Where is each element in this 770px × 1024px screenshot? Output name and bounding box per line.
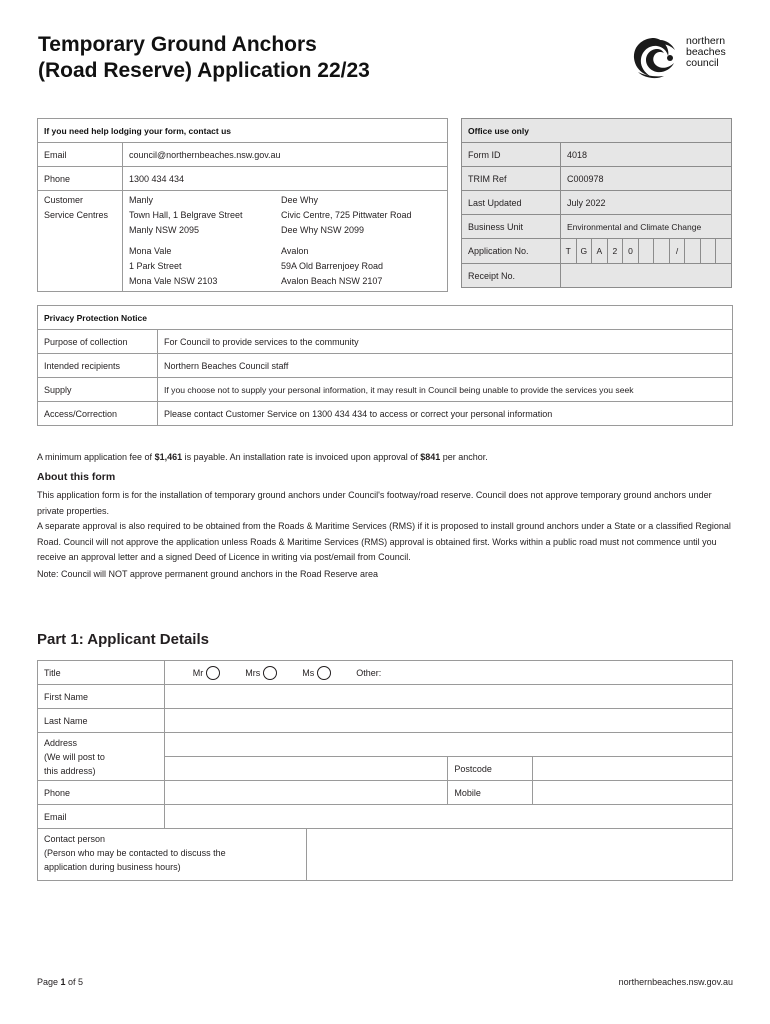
business-unit-value: Environmental and Climate Change [561,215,732,239]
service-centres-label-line-1: Customer [44,195,84,205]
last-name-field[interactable] [164,709,732,733]
business-unit-label: Business Unit [462,215,561,239]
office-use-heading: Office use only [462,119,732,143]
centre-name: Dee Why [281,195,319,205]
council-logo [630,34,734,80]
title-option-ms[interactable] [302,666,331,680]
application-no-box[interactable]: 0 [623,239,639,263]
address-field-line-1[interactable] [164,733,732,757]
centre-suburb: Dee Why NSW 2099 [281,225,365,235]
postcode-field[interactable] [533,757,733,781]
title-label: Title [38,661,165,685]
mobile-label: Mobile [448,781,533,805]
first-name-field[interactable] [164,685,732,709]
last-name-label: Last Name [38,709,165,733]
trim-ref-label: TRIM Ref [462,167,561,191]
centre-address: Civic Centre, 725 Pittwater Road [281,210,412,220]
application-no-box[interactable] [654,239,670,263]
anchor-rate: $841 [420,452,441,462]
radio-button[interactable] [206,666,220,680]
application-no-box[interactable]: 2 [608,239,624,263]
form-id-value: 4018 [561,143,732,167]
option-label: Mr [192,667,204,678]
service-centres-label [38,191,123,292]
logo-line-3: council [686,57,719,69]
application-no-label: Application No. [462,239,561,264]
service-centres-list [123,191,448,292]
title-option-mrs[interactable] [245,666,277,680]
address-label [38,733,165,781]
page-indicator [37,977,83,987]
fees-text: A minimum application fee of [37,452,155,462]
logo-line-2: beaches [686,46,726,58]
title-line-2: (Road Reserve) Application 22/23 [38,59,370,82]
contact-help-table [37,118,448,292]
privacy-notice-table [37,305,733,426]
application-no-box[interactable]: / [670,239,686,263]
logo-wordmark [686,36,726,69]
centre-suburb: Avalon Beach NSW 2107 [281,276,383,286]
centre-address: 59A Old Barrenjoey Road [281,261,384,271]
centre-address: Town Hall, 1 Belgrave Street [129,210,243,220]
centre-suburb: Mona Vale NSW 2103 [129,276,218,286]
centre-avalon [281,244,441,289]
part1-heading: Part 1: Applicant Details [37,631,209,648]
trim-ref-value: C000978 [561,167,732,191]
option-label: Ms [302,667,315,678]
contact-help-heading: If you need help lodging your form, contact us [38,119,448,143]
email-field[interactable] [164,805,732,829]
privacy-row-value: For Council to provide services to the community [158,330,733,354]
application-no-box[interactable]: T [561,239,577,263]
title-line-1: Temporary Ground Anchors [38,33,317,56]
centre-name: Avalon [281,246,309,256]
application-no-box[interactable]: A [592,239,608,263]
radio-button[interactable] [317,666,331,680]
address-label-line-2: (We will post to [44,752,105,762]
address-label-line-3: this address) [44,766,96,776]
office-use-table [461,118,732,288]
fees-paragraph [37,450,737,466]
privacy-row-label: Intended recipients [38,354,158,378]
address-label-line-1: Address [44,738,78,748]
council-emblem-icon [630,34,682,80]
minimum-fee: $1,461 [154,452,183,462]
about-heading: About this form [37,471,116,483]
postcode-label: Postcode [448,757,533,781]
address-field-line-2[interactable] [164,757,448,781]
page-suffix: of 5 [65,977,84,987]
privacy-notice-heading: Privacy Protection Notice [38,306,733,330]
phone-label: Phone [38,167,123,191]
council-email[interactable]: council@northernbeaches.nsw.gov.au [123,143,448,167]
application-no-box[interactable]: G [577,239,593,263]
about-paragraph-1: This application form is for the installation of temporary ground anchors under Council's footway/road reserve. Council does not approve temporary ground anchors under private properties. [37,490,712,516]
centre-name: Manly [129,195,154,205]
centre-manly [129,193,281,238]
centre-dee-why [281,193,441,238]
fees-text: is payable. An installation rate is invoiced upon approval of [182,452,421,462]
page-current: 1 [60,977,66,987]
privacy-row-label: Supply [38,378,158,402]
contact-label-line-2: (Person who may be contacted to discuss the [44,848,226,858]
privacy-row-value: Please contact Customer Service on 1300 434 434 to access or correct your personal information [158,402,733,426]
privacy-row-value: If you choose not to supply your personal information, it may result in Council being unable to provide the services you seek [158,378,733,402]
contact-person-field[interactable] [306,829,732,881]
privacy-row-label: Purpose of collection [38,330,158,354]
application-no-box[interactable] [716,239,731,263]
application-no-box[interactable] [685,239,701,263]
applicant-details-table [37,660,733,881]
page-title [38,32,370,84]
application-no-boxes[interactable] [561,239,732,264]
mobile-field[interactable] [533,781,733,805]
last-updated-value: July 2022 [561,191,732,215]
centre-address: 1 Park Street [129,261,182,271]
phone-field[interactable] [164,781,448,805]
privacy-row-label: Access/Correction [38,402,158,426]
phone-label: Phone [38,781,165,805]
centre-name: Mona Vale [129,246,172,256]
fees-text: per anchor. [440,452,488,462]
title-option-mr[interactable] [193,666,221,680]
title-options [164,661,732,685]
receipt-no-label: Receipt No. [462,264,561,288]
council-phone: 1300 434 434 [123,167,448,191]
title-other[interactable] [356,668,381,678]
centre-mona-vale [129,244,281,289]
receipt-no-field[interactable] [561,264,732,288]
contact-label-line-1: Contact person [44,834,106,844]
application-no-box[interactable] [639,239,655,263]
other-label: Other: [356,667,382,678]
logo-line-1: northern [686,35,726,47]
centre-suburb: Manly NSW 2095 [129,225,200,235]
contact-label-line-3: application during business hours) [44,862,181,872]
application-no-box[interactable] [701,239,717,263]
email-label: Email [38,143,123,167]
about-note: Note: Council will NOT approve permanent ground anchors in the Road Reserve area [37,569,379,579]
option-label: Mrs [245,667,261,678]
page-prefix: Page [37,977,61,987]
last-updated-label: Last Updated [462,191,561,215]
email-label: Email [38,805,165,829]
radio-button[interactable] [263,666,277,680]
first-name-label: First Name [38,685,165,709]
service-centres-label-line-2: Service Centres [44,210,109,220]
footer-website[interactable]: northernbeaches.nsw.gov.au [618,977,733,987]
contact-person-label [38,829,307,881]
form-id-label: Form ID [462,143,561,167]
about-paragraph-2: A separate approval is also required to be obtained from the Roads & Maritime Services (RMS) if it is proposed to install ground anchors under a State or a classified Regional Road. Council will not approve the application unless Roads & Maritime Services (RMS) approval is obtained first. Works within a public road must not commence until you receive an approval letter and a signed Deed of Licence in writing via post/email from Council. [37,521,731,562]
privacy-row-value: Northern Beaches Council staff [158,354,733,378]
